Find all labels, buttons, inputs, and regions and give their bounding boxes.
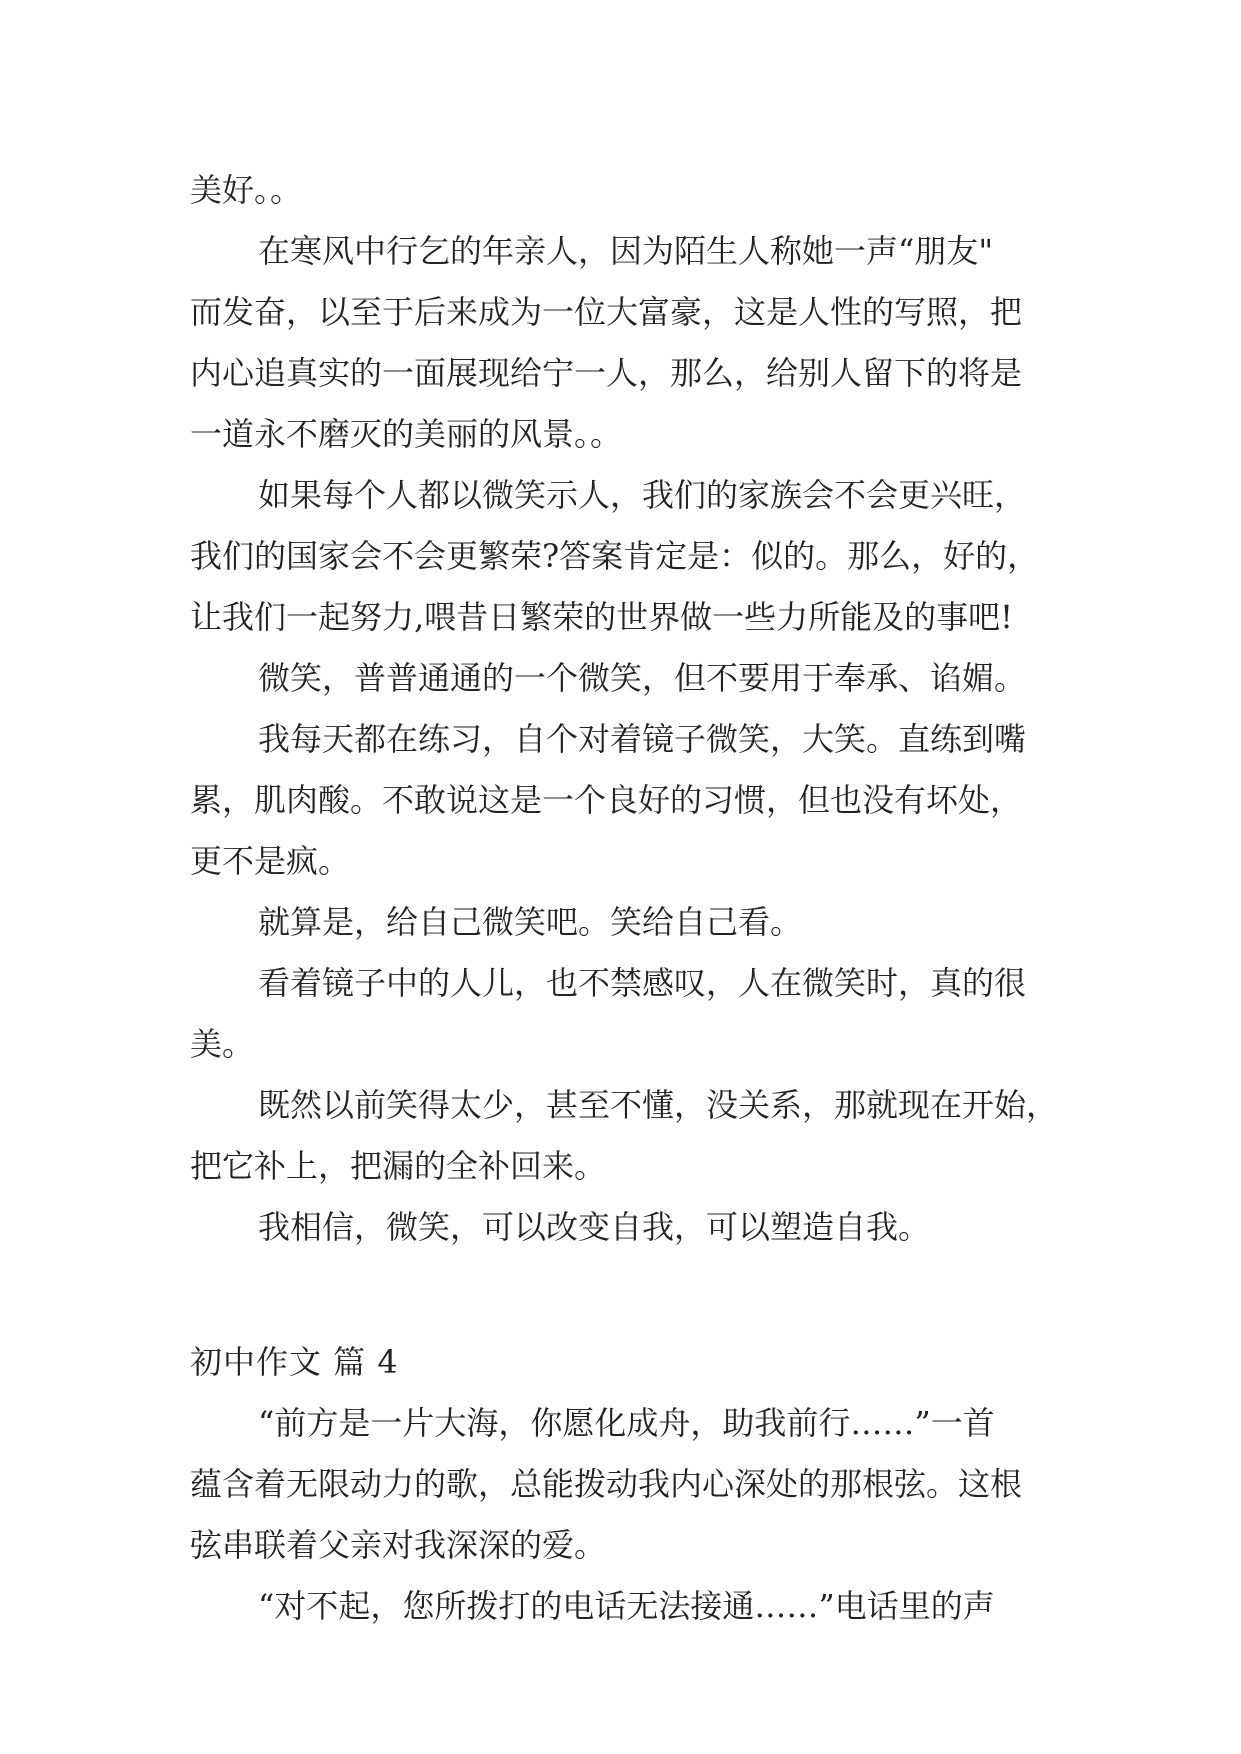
text-line: 让我们一起努力,喂昔日繁荣的世界做一些力所能及的事吧! xyxy=(190,598,1014,636)
text-line: “前方是一片大海，你愿化成舟，助我前行……”一首 xyxy=(258,1404,995,1442)
text-line: “对不起，您所拨打的电话无法接通……”电话里的声 xyxy=(258,1587,995,1625)
text-line: 既然以前笑得太少，甚至不懂，没关系，那就现在开始， xyxy=(258,1086,1059,1124)
essay-body-part-1 xyxy=(190,160,1070,1258)
text-line: 我相信，微笑，可以改变自我，可以塑造自我。 xyxy=(258,1208,931,1246)
text-line: 把它补上，把漏的全补回来。 xyxy=(190,1147,607,1185)
text-line: 就算是，给自己微笑吧。笑给自己看。 xyxy=(258,903,803,941)
text-line: 如果每个人都以微笑示人，我们的家族会不会更兴旺， xyxy=(258,476,1027,514)
text-line: 我们的国家会不会更繁荣?答案肯定是：似的。那么，好的， xyxy=(190,537,1040,575)
section-gap xyxy=(190,1258,1070,1332)
text-line: 累，肌肉酸。不敢说这是一个良好的习惯，但也没有坏处， xyxy=(190,781,1023,819)
text-line: 美好。。 xyxy=(190,171,303,209)
text-line: 内心追真实的一面展现给宁一人，那么，给别人留下的将是 xyxy=(190,354,1023,392)
document-page xyxy=(190,160,1070,1637)
text-line: 更不是疯。 xyxy=(190,842,351,880)
text-line: 美。 xyxy=(190,1025,255,1063)
text-line: 微笑，普普通通的一个微笑，但不要用于奉承、谄媚。 xyxy=(258,659,1027,697)
text-line: 看着镜子中的人儿，也不禁感叹，人在微笑时，真的很 xyxy=(258,964,1027,1002)
text-line: 一道永不磨灭的美丽的风景。。 xyxy=(190,415,623,453)
text-line: 我每天都在练习，自个对着镜子微笑，大笑。直练到嘴 xyxy=(258,720,1027,758)
text-line: 而发奋，以至于后来成为一位大富豪，这是人性的写照，把 xyxy=(190,293,1023,331)
section-heading: 初中作文 篇 4 xyxy=(190,1343,399,1381)
essay-body-part-2 xyxy=(190,1393,1070,1637)
text-line: 蕴含着无限动力的歌，总能拨动我内心深处的那根弦。这根 xyxy=(190,1465,1023,1503)
text-line: 弦串联着父亲对我深深的爱。 xyxy=(190,1526,607,1564)
text-line: 在寒风中行乞的年亲人，因为陌生人称她一声“朋友" xyxy=(258,232,994,270)
